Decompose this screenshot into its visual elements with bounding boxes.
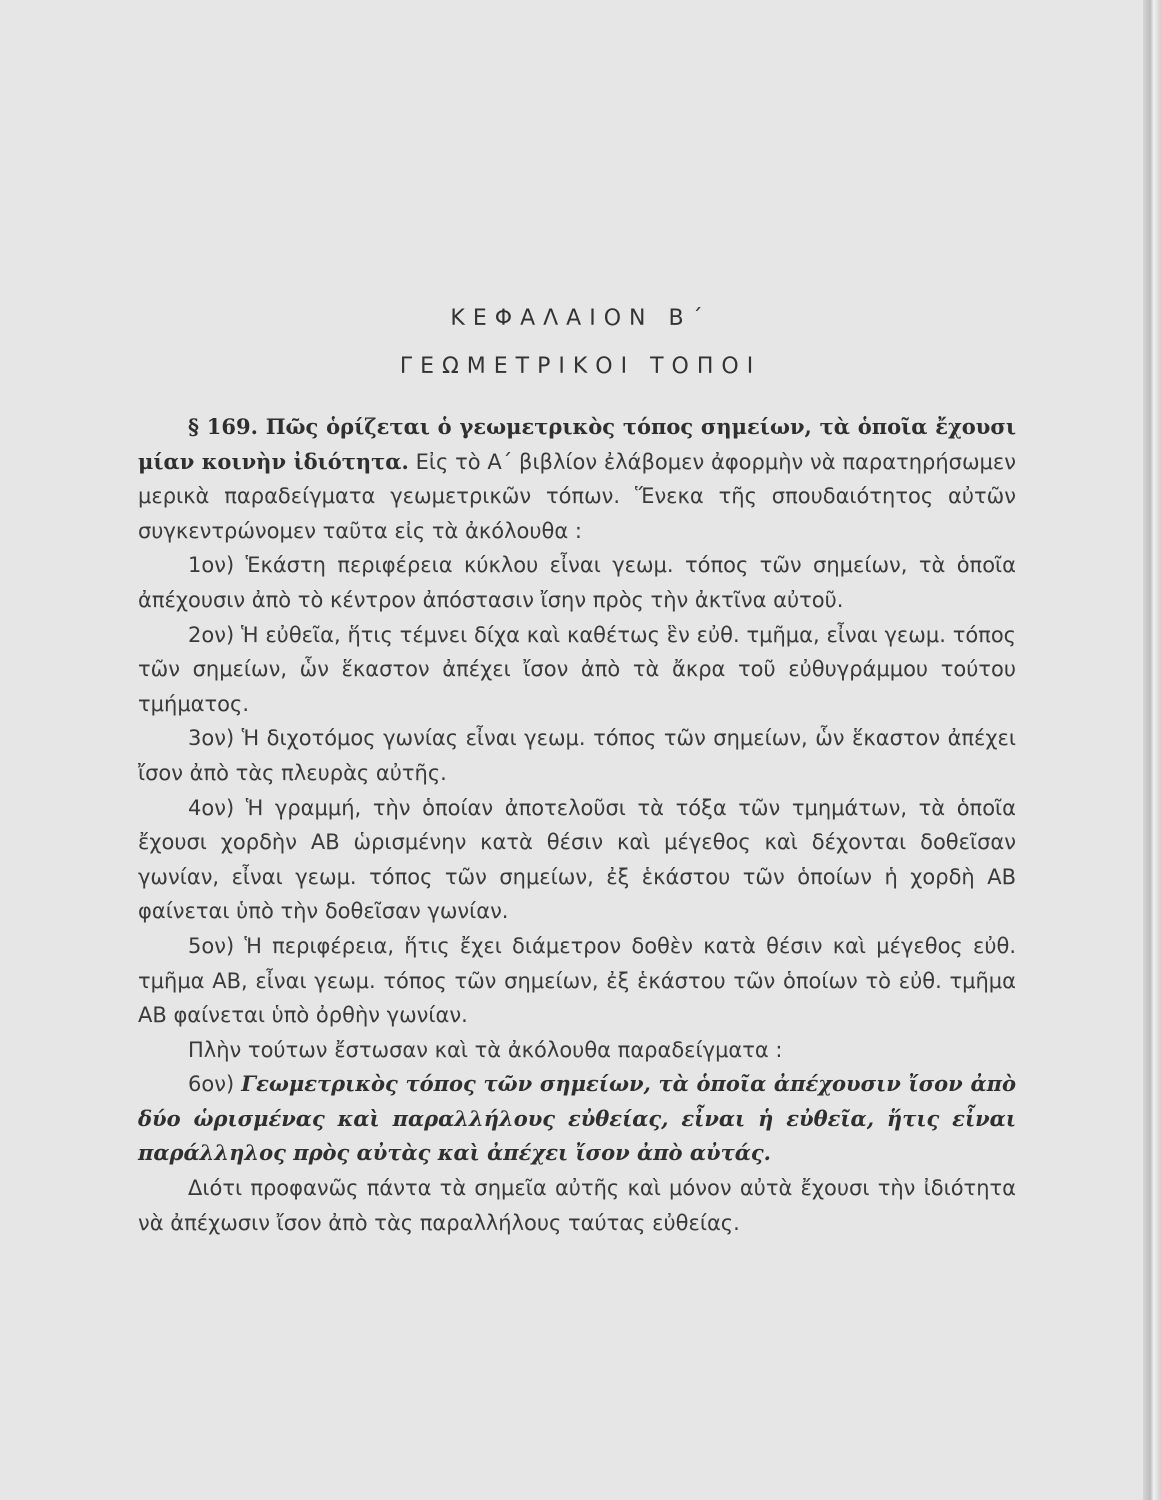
list-item-1: 1ον) Ἑκάστη περιφέρεια κύκλου εἶναι γεωμ. τόπος τῶν σημείων, τὰ ὁποῖα ἀπέχουσιν ἀπὸ τὸ κέντρον ἀπόστασιν ἴσην πρὸς τὴν ἀκτῖνα αὐτοῦ. [138, 553, 1016, 612]
transition-text: Πλὴν τούτων ἔστωσαν καὶ τὰ ἀκόλουθα παραδείγματα : [188, 1037, 783, 1062]
item6-statement: Γεωμετρικὸς τόπος τῶν σημείων, τὰ ὁποῖα ἀπέχουσιν ἴσον ἀπὸ δύο ὡρισμένας καὶ παραλλήλους εὐθείας, εἶναι ἡ εὐθεῖα, ἥτις εἶναι παράλληλος πρὸς αὐτὰς καὶ ἀπέχει ἴσον ἀπὸ αὐτάς. [138, 1071, 1016, 1166]
chapter-title: ΓΕΩΜΕΤΡΙΚΟΙ ΤΟΠΟΙ [399, 354, 762, 379]
proof-text: Διότι προφανῶς πάντα τὰ σημεῖα αὐτῆς καὶ μόνον αὐτὰ ἔχουσι τὴν ἰδιότητα νὰ ἀπέχωσιν ἴσον ἀπὸ τὰς παραλλήλους ταύτας εὐθείας. [138, 1176, 1016, 1235]
list-item-2: 2ον) Ἡ εὐθεῖα, ἥτις τέμνει δίχα καὶ καθέτως ἓν εὐθ. τμῆμα, εἶναι γεωμ. τόπος τῶν σημείων, ὧν ἕκαστον ἀπέχει ἴσον ἀπὸ τὰ ἄκρα τοῦ εὐθυγράμμου τούτου τμήματος. [138, 622, 1016, 716]
page-body [138, 410, 1016, 1240]
section-intro: Εἰς τὸ Α΄ βιβλίον ἐλάβομεν ἀφορμὴν νὰ παρατηρήσωμεν μερικὰ παραδείγματα γεωμετρικῶν τόπων. Ἕνεκα τῆς σπουδαιότητος αὐτῶν συγκεντρώνομεν ταῦτα εἰς τὰ ἀκόλουθα : [138, 449, 1017, 543]
list-item-6 [138, 1067, 1016, 1171]
list-item-3: 3ον) Ἡ διχοτόμος γωνίας εἶναι γεωμ. τόπος τῶν σημείων, ὧν ἕκαστον ἀπέχει ἴσον ἀπὸ τὰς πλευρὰς αὐτῆς. [138, 726, 1016, 785]
page-edge [1143, 0, 1161, 1500]
list-item-4: 4ον) Ἡ γραμμή, τὴν ὁποίαν ἀποτελοῦσι τὰ τόξα τῶν τμημάτων, τὰ ὁποῖα ἔχουσι χορδὴν ΑΒ ὡρισμένην κατὰ θέσιν καὶ μέγεθος καὶ δέχονται δοθεῖσαν γωνίαν, εἶναι γεωμ. τόπος τῶν σημείων, ἐξ ἑκάστου τῶν ὁποίων ἡ χορδὴ ΑΒ φαίνεται ὑπὸ τὴν δοθεῖσαν γωνίαν. [138, 795, 1016, 924]
section-paragraph [138, 410, 1016, 548]
section-heading: § 169. Πῶς ὁρίζεται ὁ γεωμετρικὸς τόπος σημείων, τὰ ὁποῖα ἔχουσι μίαν κοινὴν ἰδιότητα. [138, 414, 1016, 474]
list-item-5: 5ον) Ἡ περιφέρεια, ἥτις ἔχει διάμετρον δοθὲν κατὰ θέσιν καὶ μέγεθος εὐθ. τμῆμα ΑΒ, εἶναι γεωμ. τόπος τῶν σημείων, ἐξ ἑκάστου τῶν ὁποίων τὸ εὐθ. τμῆμα ΑΒ φαίνεται ὑπὸ ὀρθὴν γωνίαν. [138, 933, 1016, 1028]
item6-number: 6ον) [188, 1072, 242, 1097]
chapter-heading: ΚΕΦΑΛΑΙΟΝ Β΄ [450, 306, 711, 331]
